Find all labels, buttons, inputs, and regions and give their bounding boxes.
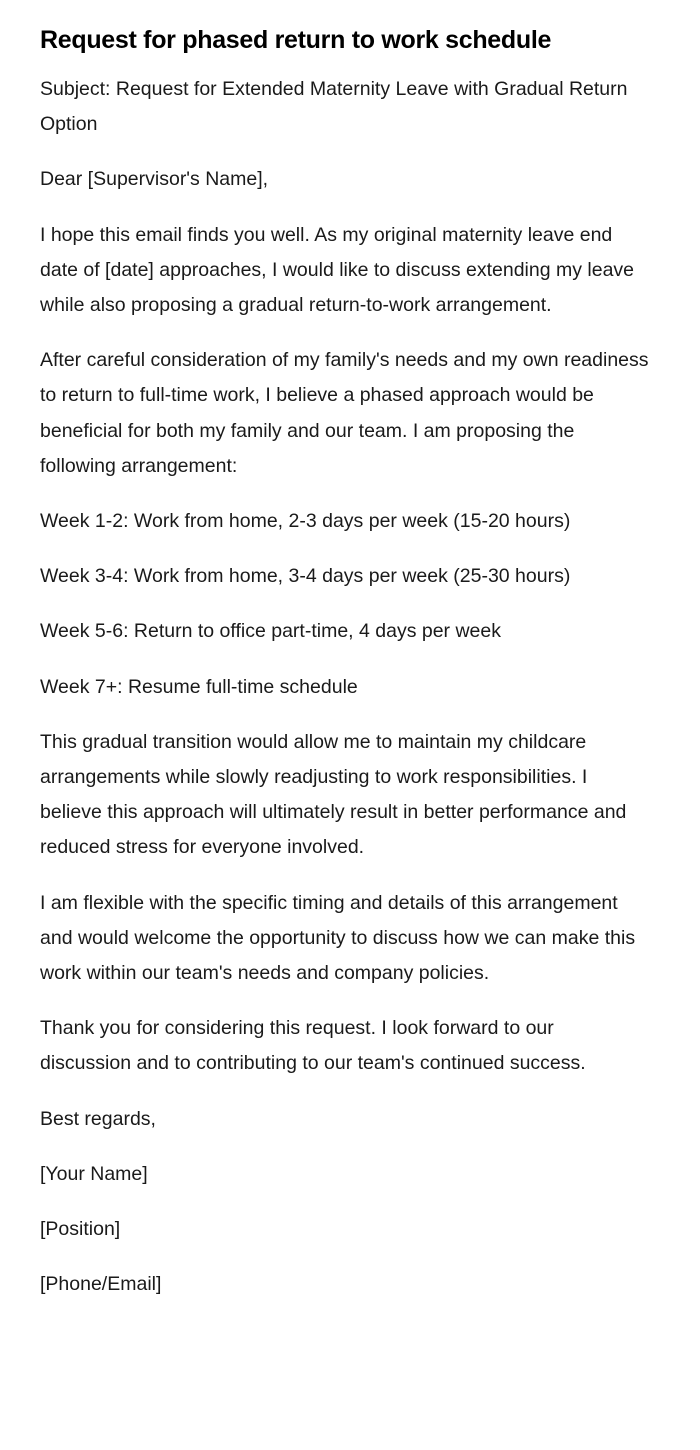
schedule-item-week-1-2: Week 1-2: Work from home, 2-3 days per week (15-20 hours)	[40, 510, 571, 533]
closing: Best regards,	[40, 1107, 156, 1130]
body-paragraph-rationale: This gradual transition would allow me to maintain my childcare arrangements while slowly readjusting to work responsibilities. I believe this approach will ultimately result in better performance and reduced stress for everyone involved.	[40, 730, 627, 859]
signature-position: [Position]	[40, 1218, 121, 1241]
signature-contact: [Phone/Email]	[40, 1273, 162, 1296]
salutation: Dear [Supervisor's Name],	[40, 168, 269, 191]
signature-name: [Your Name]	[40, 1162, 148, 1185]
body-paragraph-thanks: Thank you for considering this request. I look forward to our discussion and to contributing to our team's continued success.	[40, 1017, 586, 1075]
document-title: Request for phased return to work schedule	[40, 26, 552, 54]
schedule-item-week-5-6: Week 5-6: Return to office part-time, 4 days per week	[40, 620, 501, 643]
body-paragraph-flexibility: I am flexible with the specific timing and details of this arrangement and would welcome the opportunity to discuss how we can make this work within our team's needs and company policies.	[40, 891, 636, 985]
schedule-item-week-7-plus: Week 7+: Resume full-time schedule	[40, 675, 358, 698]
body-paragraph-intro: I hope this email finds you well. As my original maternity leave end date of [date] approaches, I would like to discuss extending my leave while also proposing a gradual return-to-work arrangement.	[40, 223, 635, 317]
subject-line: Subject: Request for Extended Maternity Leave with Gradual Return Option	[40, 78, 628, 136]
schedule-item-week-3-4: Week 3-4: Work from home, 3-4 days per week (25-30 hours)	[40, 565, 571, 588]
body-paragraph-proposal: After careful consideration of my family's needs and my own readiness to return to full-time work, I believe a phased approach would be beneficial for both my family and our team. I am proposing the following arrangement:	[40, 349, 649, 477]
